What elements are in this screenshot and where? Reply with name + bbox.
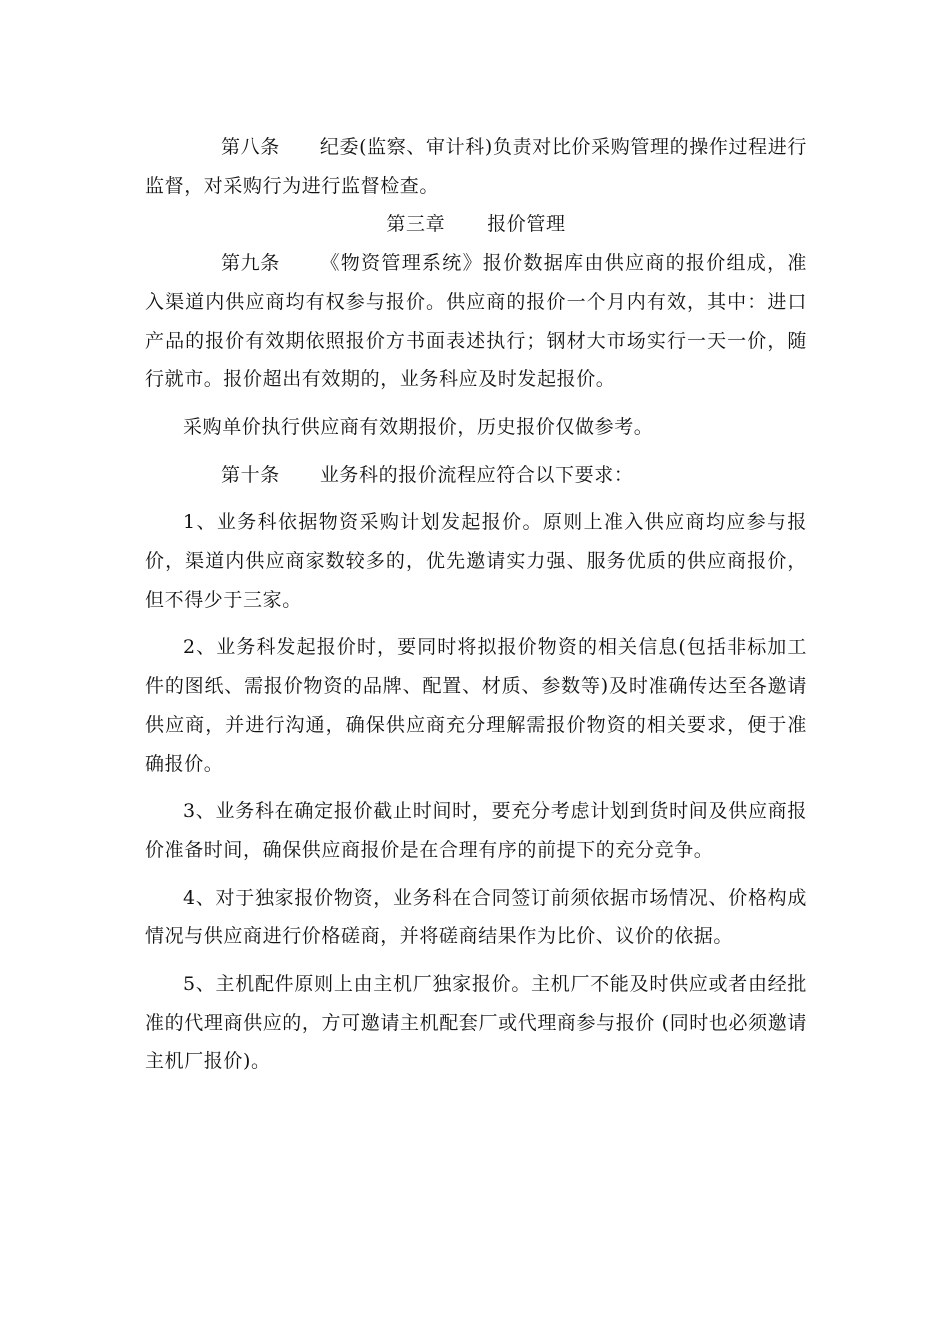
list-item-1: 1、业务科依据物资采购计划发起报价。原则上准入供应商均应参与报价，渠道内供应商家数较多的，优先邀请实力强、服务优质的供应商报价，但不得少于三家。 xyxy=(145,511,807,611)
article-10 xyxy=(145,456,807,495)
list-item-2: 2、业务科发起报价时，要同时将拟报价物资的相关信息(包括非标加工件的图纸、需报价物资的品牌、配置、材质、参数等)及时准确传达至各邀请供应商，并进行沟通，确保供应商充分理解需报价物资的相关要求，便于准确报价。 xyxy=(145,636,807,775)
article-9-number: 第九条 xyxy=(221,252,280,275)
article-9-note: 采购单价执行供应商有效期报价，历史报价仅做参考。 xyxy=(183,415,654,438)
list-item-4: 4、对于独家报价物资，业务科在合同签订前须依据市场情况、价格构成情况与供应商进行价格磋商，并将磋商结果作为比价、议价的依据。 xyxy=(145,886,807,948)
article-10-number: 第十条 xyxy=(221,463,280,486)
chapter-number: 第三章 xyxy=(386,213,446,236)
article-8 xyxy=(145,128,807,205)
chapter-heading xyxy=(145,205,807,244)
article-8-text: 纪委(监察、审计科)负责对比价采购管理的操作过程进行监督，对采购行为进行监督检查。 xyxy=(145,136,807,197)
list-item-5: 5、主机配件原则上由主机厂独家报价。主机厂不能及时供应或者由经批准的代理商供应的，方可邀请主机配套厂或代理商参与报价 (同时也必须邀请主机厂报价)。 xyxy=(145,973,807,1073)
article-8-number: 第八条 xyxy=(221,136,280,158)
document-body xyxy=(145,128,807,1081)
article-9 xyxy=(145,244,807,399)
chapter-title: 报价管理 xyxy=(487,213,566,236)
article-9-text: 《物资管理系统》报价数据库由供应商的报价组成，准入渠道内供应商均有权参与报价。供应商的报价一个月内有效，其中：进口产品的报价有效期依照报价方书面表述执行；钢材大市场实行一天一价，随行就市。报价超出有效期的，业务科应及时发起报价。 xyxy=(145,252,807,391)
article-10-text: 业务科的报价流程应符合以下要求： xyxy=(319,463,634,486)
list-item-3: 3、业务科在确定报价截止时间时，要充分考虑计划到货时间及供应商报价准备时间，确保供应商报价是在合理有序的前提下的充分竞争。 xyxy=(145,800,807,861)
